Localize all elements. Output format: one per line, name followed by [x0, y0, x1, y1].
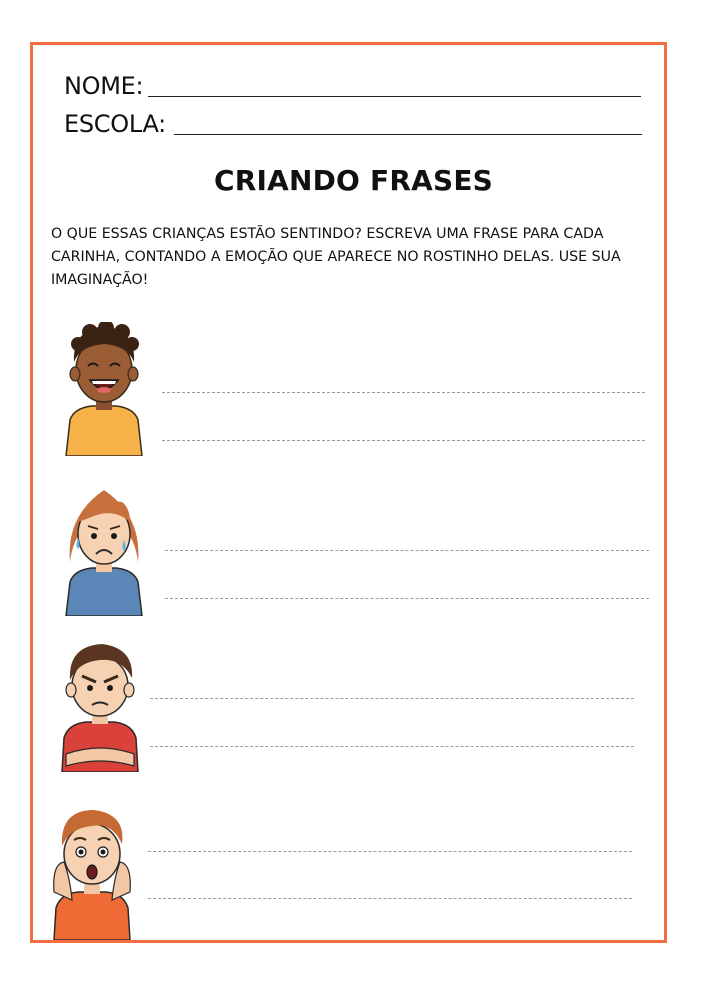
angry-child-illustration	[60, 638, 140, 772]
happy-child-illustration	[64, 322, 144, 456]
writing-line[interactable]	[162, 440, 645, 441]
writing-line[interactable]	[165, 598, 649, 599]
writing-line[interactable]	[162, 392, 645, 393]
writing-line[interactable]	[148, 851, 632, 852]
school-label: ESCOLA:	[64, 110, 166, 138]
sad-child-illustration	[64, 486, 144, 616]
writing-line[interactable]	[148, 898, 632, 899]
writing-line[interactable]	[150, 746, 634, 747]
page-title: CRIANDO FRASES	[213, 164, 494, 197]
school-field[interactable]	[64, 112, 166, 136]
name-field[interactable]	[64, 74, 143, 98]
writing-line[interactable]	[150, 698, 634, 699]
name-label: NOME:	[64, 72, 144, 100]
instructions-text: O QUE ESSAS CRIANÇAS ESTÃO SENTINDO? ESCREVA UMA FRASE PARA CADA CARINHA, CONTANDO A EMOÇÃO QUE APARECE NO ROSTINHO DELAS. USE SUA IMAGINAÇÃO!	[51, 226, 621, 288]
school-underline	[174, 134, 642, 135]
writing-line[interactable]	[165, 550, 649, 551]
surprised-child-illustration	[50, 804, 134, 940]
name-underline	[148, 96, 641, 97]
